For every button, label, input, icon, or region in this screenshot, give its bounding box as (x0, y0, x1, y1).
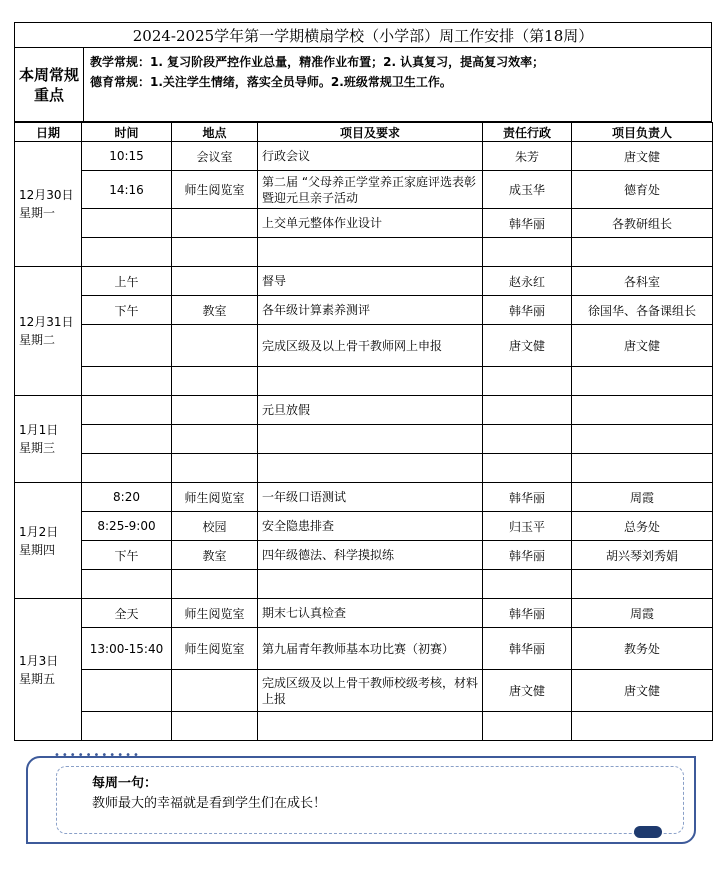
owner-cell: 周霞 (572, 599, 713, 628)
table-row (15, 209, 713, 238)
project-cell: 四年级德法、科学摸拟练 (258, 541, 483, 570)
owner-cell (572, 238, 713, 267)
col-date: 日期 (15, 123, 82, 142)
project-cell: 行政会议 (258, 142, 483, 171)
owner-cell: 德育处 (572, 171, 713, 209)
day-date: 1月2日 (19, 524, 59, 539)
time-cell (82, 670, 172, 712)
time-cell: 8:25-9:00 (82, 512, 172, 541)
place-cell: 师生阅览室 (172, 599, 258, 628)
place-cell: 师生阅览室 (172, 171, 258, 209)
admin-cell: 韩华丽 (483, 296, 572, 325)
table-row (15, 454, 713, 483)
time-cell (82, 238, 172, 267)
table-row (15, 367, 713, 396)
day-weekday: 星期四 (19, 542, 56, 557)
day-cell-thursday (15, 483, 82, 599)
time-cell (82, 396, 172, 425)
time-cell: 下午 (82, 541, 172, 570)
place-cell (172, 209, 258, 238)
admin-cell: 韩华丽 (483, 599, 572, 628)
time-cell: 8:20 (82, 483, 172, 512)
admin-cell (483, 367, 572, 396)
project-cell (258, 367, 483, 396)
table-row (15, 512, 713, 541)
owner-cell: 唐文健 (572, 142, 713, 171)
time-cell (82, 712, 172, 741)
project-cell (258, 238, 483, 267)
quote-text: 教师最大的幸福就是看到学生们在成长！ (92, 796, 327, 811)
schedule-sheet (14, 22, 712, 741)
table-row (15, 296, 713, 325)
page-title: 2024-2025学年第一学期横扇学校（小学部）周工作安排（第18周） (14, 22, 712, 48)
place-cell (172, 238, 258, 267)
time-cell: 下午 (82, 296, 172, 325)
time-cell (82, 570, 172, 599)
time-cell (82, 425, 172, 454)
day-date: 1月3日 (19, 653, 59, 668)
teaching-routine: 教学常规：1. 复习阶段严控作业总量，精准作业布置；2. 认真复习，提高复习效率； (90, 55, 545, 69)
table-row (15, 670, 713, 712)
table-row (15, 267, 713, 296)
time-cell: 上午 (82, 267, 172, 296)
admin-cell (483, 425, 572, 454)
place-cell: 会议室 (172, 142, 258, 171)
table-row (15, 599, 713, 628)
place-cell: 教室 (172, 541, 258, 570)
owner-cell: 唐文健 (572, 325, 713, 367)
place-cell (172, 425, 258, 454)
place-cell (172, 570, 258, 599)
time-cell: 10:15 (82, 142, 172, 171)
project-cell (258, 712, 483, 741)
table-row (15, 570, 713, 599)
owner-cell (572, 396, 713, 425)
day-weekday: 星期一 (19, 206, 56, 220)
place-cell: 师生阅览室 (172, 483, 258, 512)
time-cell: 全天 (82, 599, 172, 628)
table-row (15, 171, 713, 209)
admin-cell (483, 712, 572, 741)
admin-cell: 赵永红 (483, 267, 572, 296)
table-row (15, 425, 713, 454)
table-row (15, 628, 713, 670)
table-row (15, 325, 713, 367)
col-admin: 责任行政 (483, 123, 572, 142)
day-cell-friday (15, 599, 82, 741)
table-row (15, 483, 713, 512)
weekly-focus-label: 本周常规重点 (15, 48, 84, 121)
weekly-focus-text (84, 48, 550, 121)
owner-cell (572, 454, 713, 483)
admin-cell: 韩华丽 (483, 209, 572, 238)
admin-cell: 韩华丽 (483, 483, 572, 512)
owner-cell (572, 425, 713, 454)
time-cell: 14:16 (82, 171, 172, 209)
admin-cell: 朱芳 (483, 142, 572, 171)
col-place: 地点 (172, 123, 258, 142)
project-cell: 第二届 “父母养正学堂养正家庭评选表彰暨迎元旦亲子活动 (258, 171, 483, 209)
place-cell: 教室 (172, 296, 258, 325)
table-row (15, 238, 713, 267)
project-cell: 督导 (258, 267, 483, 296)
day-cell-tuesday (15, 267, 82, 396)
place-cell (172, 367, 258, 396)
owner-cell: 周霞 (572, 483, 713, 512)
decorative-badge-icon (634, 826, 662, 838)
project-cell: 一年级口语测试 (258, 483, 483, 512)
day-cell-wednesday (15, 396, 82, 483)
owner-cell (572, 367, 713, 396)
day-date: 1月1日 (19, 423, 59, 437)
place-cell (172, 396, 258, 425)
place-cell (172, 325, 258, 367)
table-row (15, 541, 713, 570)
owner-cell: 唐文健 (572, 670, 713, 712)
quote-title: 每周一句： (92, 776, 158, 791)
day-cell-monday (15, 142, 82, 267)
project-cell: 元旦放假 (258, 396, 483, 425)
project-cell: 上交单元整体作业设计 (258, 209, 483, 238)
day-weekday: 星期五 (19, 671, 56, 686)
place-cell (172, 712, 258, 741)
place-cell: 校园 (172, 512, 258, 541)
place-cell (172, 670, 258, 712)
project-cell: 各年级计算素养测评 (258, 296, 483, 325)
col-time: 时间 (82, 123, 172, 142)
col-project: 项目及要求 (258, 123, 483, 142)
weekly-focus (14, 48, 712, 122)
owner-cell: 各科室 (572, 267, 713, 296)
project-cell (258, 454, 483, 483)
day-weekday: 星期三 (19, 441, 56, 455)
owner-cell (572, 712, 713, 741)
table-row (15, 396, 713, 425)
admin-cell (483, 454, 572, 483)
table-row (15, 142, 713, 171)
admin-cell: 韩华丽 (483, 541, 572, 570)
owner-cell: 总务处 (572, 512, 713, 541)
project-cell: 完成区级及以上骨干教师网上申报 (258, 325, 483, 367)
admin-cell: 韩华丽 (483, 628, 572, 670)
project-cell (258, 425, 483, 454)
owner-cell: 徐国华、各备课组长 (572, 296, 713, 325)
project-cell: 第九届青年教师基本功比赛（初赛） (258, 628, 483, 670)
time-cell (82, 325, 172, 367)
owner-cell (572, 570, 713, 599)
owner-cell: 教务处 (572, 628, 713, 670)
admin-cell (483, 570, 572, 599)
admin-cell (483, 238, 572, 267)
project-cell: 安全隐患排查 (258, 512, 483, 541)
day-date: 12月31日 (19, 315, 74, 329)
project-cell: 期末七认真检查 (258, 599, 483, 628)
place-cell: 师生阅览室 (172, 628, 258, 670)
schedule-table (14, 122, 713, 741)
project-cell (258, 570, 483, 599)
admin-cell: 成玉华 (483, 171, 572, 209)
admin-cell: 归玉平 (483, 512, 572, 541)
day-weekday: 星期二 (19, 333, 56, 347)
table-row (15, 712, 713, 741)
project-cell: 完成区级及以上骨干教师校级考核，材料上报 (258, 670, 483, 712)
time-cell: 13:00-15:40 (82, 628, 172, 670)
col-owner: 项目负责人 (572, 123, 713, 142)
admin-cell: 唐文健 (483, 670, 572, 712)
decorative-dots-icon: ••••••••••• (54, 750, 141, 761)
owner-cell: 各教研组长 (572, 209, 713, 238)
place-cell (172, 454, 258, 483)
place-cell (172, 267, 258, 296)
moral-routine: 德育常规：1.关注学生情绪，落实全员导师。2.班级常规卫生工作。 (90, 75, 452, 89)
time-cell (82, 209, 172, 238)
day-date: 12月30日 (19, 188, 74, 202)
table-header (15, 123, 713, 142)
admin-cell: 唐文健 (483, 325, 572, 367)
time-cell (82, 367, 172, 396)
owner-cell: 胡兴琴刘秀娟 (572, 541, 713, 570)
admin-cell (483, 396, 572, 425)
time-cell (82, 454, 172, 483)
